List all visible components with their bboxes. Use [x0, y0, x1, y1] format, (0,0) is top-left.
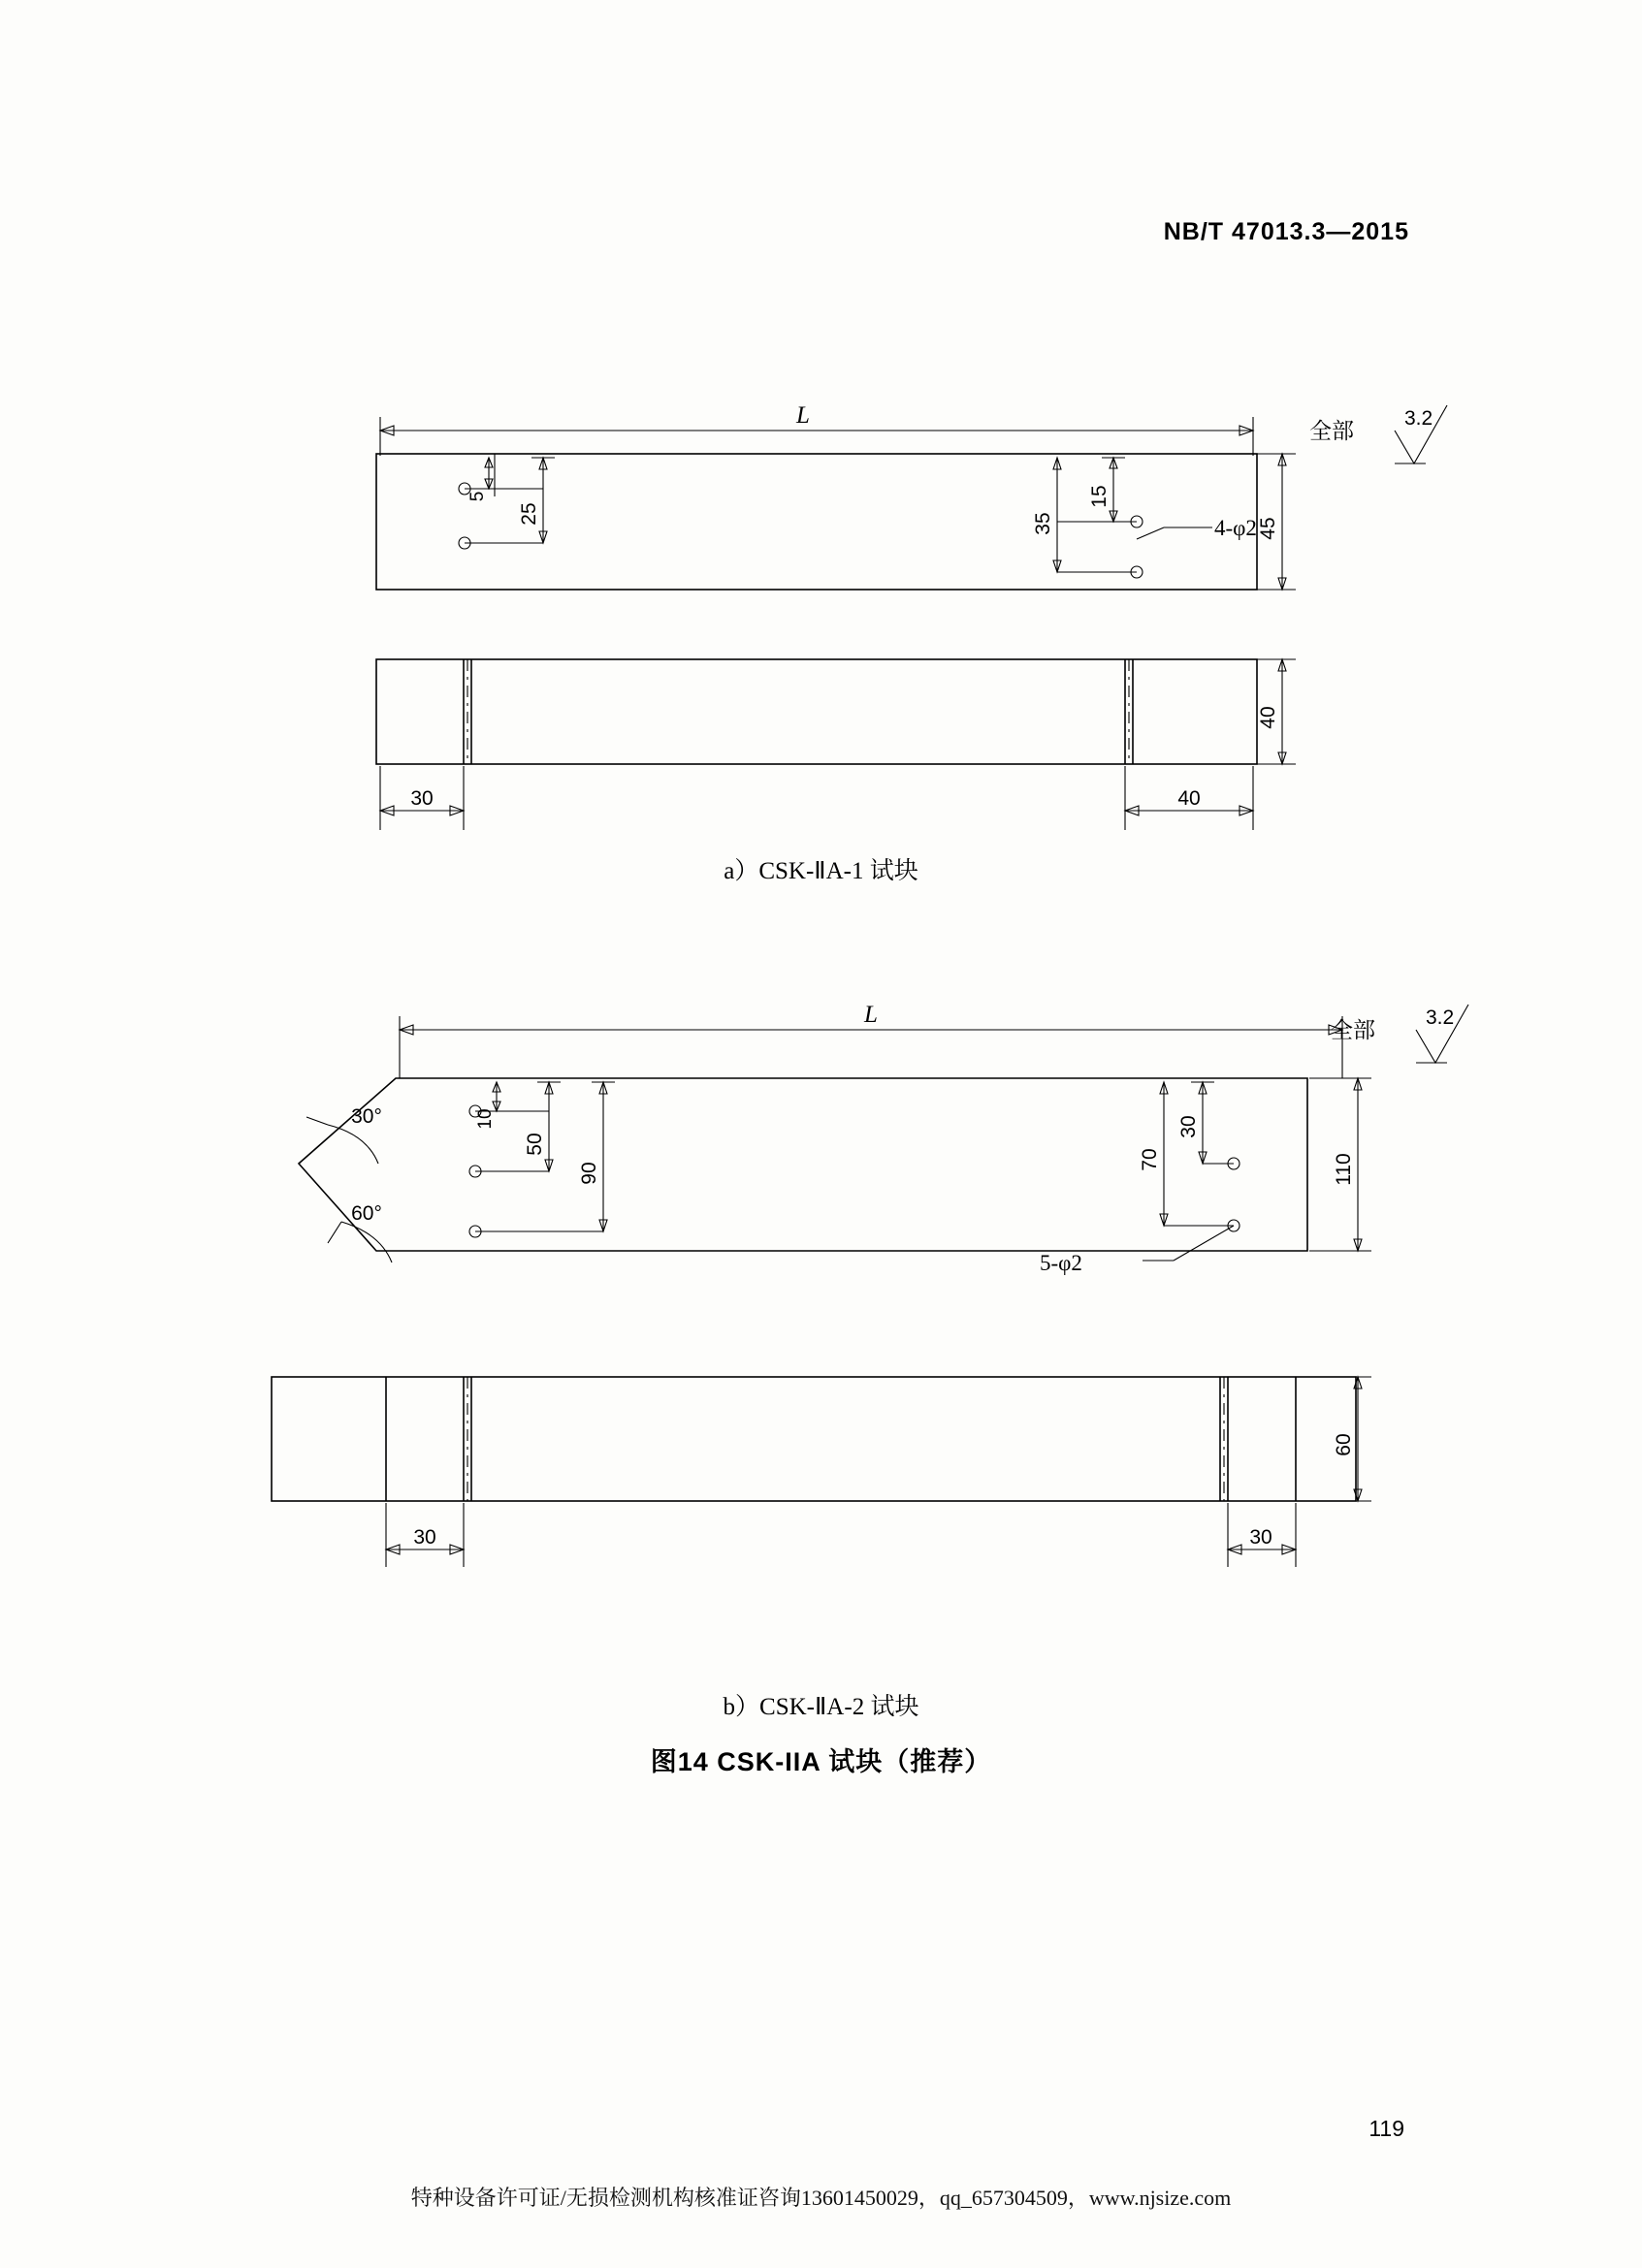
- dim-label-35: 35: [1032, 512, 1054, 535]
- dim-label-110: 110: [1333, 1153, 1355, 1186]
- angle-label-60: 60°: [351, 1202, 382, 1225]
- caption-figure-a: a）CSK-ⅡA-1 试块: [724, 858, 918, 884]
- dim-label-30-right-bottom: 30: [1249, 1526, 1272, 1549]
- roughness-value-a: 3.2: [1404, 407, 1433, 430]
- hole-callout-b: 5-φ2: [1040, 1251, 1082, 1275]
- dim-label-length-b: L: [864, 1002, 878, 1028]
- roughness-value-b: 3.2: [1426, 1006, 1455, 1029]
- dim-label-40-right: 40: [1177, 787, 1201, 810]
- drawing-view-a: [0, 0, 1642, 892]
- dim-label-30-right: 30: [1177, 1115, 1200, 1138]
- dim-label-90: 90: [578, 1162, 600, 1185]
- drawing-view-b: [0, 970, 1642, 1939]
- page-number: 119: [1368, 2116, 1404, 2141]
- dim-label-45: 45: [1257, 517, 1279, 540]
- surface-note-a: 全部: [1309, 419, 1354, 443]
- dim-label-10: 10: [475, 1108, 496, 1130]
- dim-label-40-thickness: 40: [1257, 706, 1279, 729]
- hole-callout-a: 4-φ2: [1214, 516, 1257, 540]
- surface-note-b: 全部: [1331, 1018, 1375, 1042]
- dim-label-length-a: L: [796, 402, 810, 429]
- dim-label-30-left: 30: [410, 787, 434, 810]
- dim-label-5: 5: [467, 491, 488, 502]
- angle-label-30: 30°: [351, 1105, 382, 1128]
- caption-figure-b: b）CSK-ⅡA-2 试块: [723, 1694, 919, 1720]
- dim-label-30-left-bottom: 30: [413, 1526, 436, 1549]
- footer-note: 特种设备许可证/无损检测机构核准证咨询13601450029，qq_657304509，www.njsize.com: [410, 2186, 1232, 2210]
- dim-label-15: 15: [1088, 485, 1111, 508]
- dim-label-60-thickness: 60: [1333, 1433, 1355, 1456]
- figure-title: 图14 CSK-IIA 试块（推荐）: [650, 1747, 992, 1776]
- dim-label-25: 25: [518, 502, 540, 526]
- page-header-standard: NB/T 47013.3—2015: [1163, 218, 1409, 245]
- dim-label-70: 70: [1139, 1148, 1161, 1171]
- dim-label-50: 50: [524, 1133, 546, 1156]
